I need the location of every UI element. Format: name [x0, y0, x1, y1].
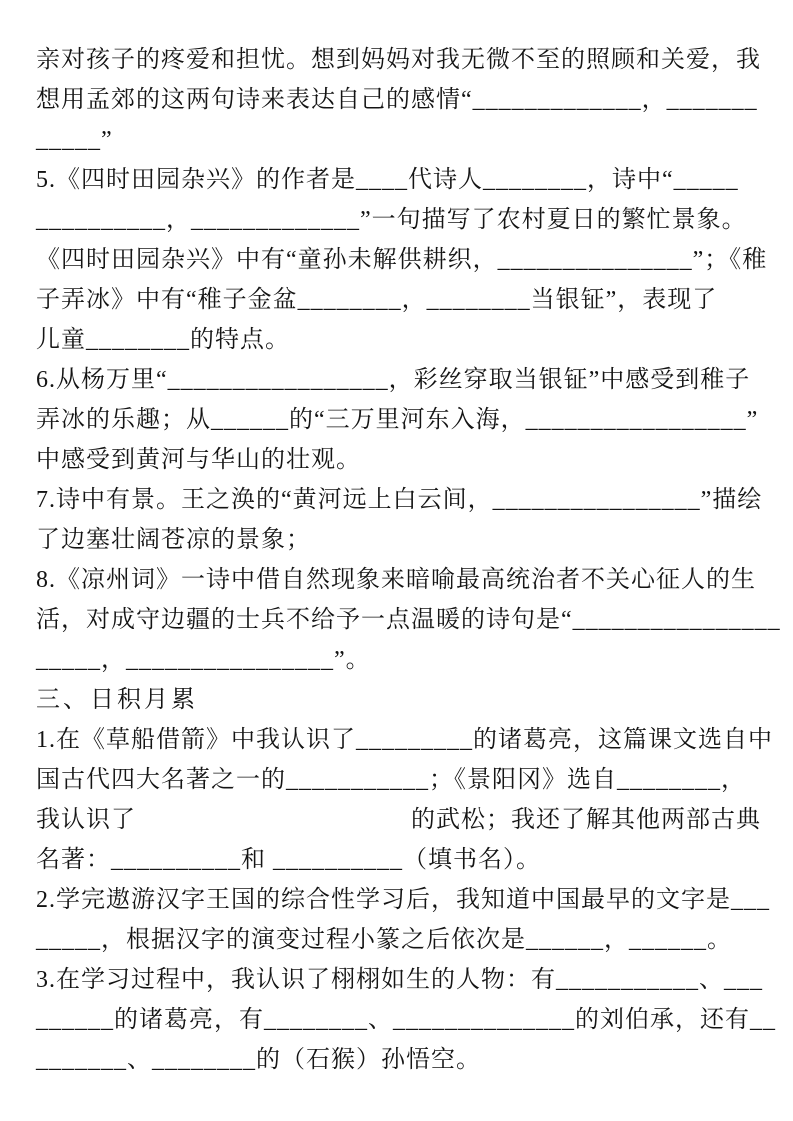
question-8-line-3: _____，________________”。	[36, 647, 371, 673]
section3-q1-line-4: 名著：__________和 __________（填书名）。	[36, 847, 541, 873]
question-6-line-1: 6.从杨万里“_________________，彩丝穿取当银钲”中感受到稚子	[36, 367, 751, 393]
section3-q3-line-3: _______、________的（石猴）孙悟空。	[36, 1047, 481, 1073]
section3-q1-line-1: 1.在《草船借箭》中我认识了_________的诸葛亮，这篇课文选自中	[36, 727, 773, 753]
question-5-line-5: 儿童________的特点。	[36, 327, 290, 353]
section3-q3-line-1: 3.在学习过程中，我认识了栩栩如生的人物：有___________、___	[36, 967, 763, 993]
question-5-line-1: 5.《四时田园杂兴》的作者是____代诗人________，诗中“_____	[36, 167, 739, 193]
question-5-line-2: __________，_____________”一句描写了农村夏日的繁忙景象。	[36, 207, 747, 233]
section3-q1-line-3: 我认识了 的武松；我还了解其他两部古典	[36, 807, 761, 833]
question-5-line-4: 子弄冰》中有“稚子金盆________，________当银钲”，表现了	[36, 287, 718, 313]
section3-q3-line-2: ______的诸葛亮，有________、______________的刘伯承，还有__	[36, 1007, 776, 1033]
question-5-line-3: 《四时田园杂兴》中有“童孙未解供耕织，_______________”；《稚	[36, 247, 768, 273]
question-6-line-3: 中感受到黄河与华山的壮观。	[36, 447, 361, 473]
section3-q2-line-2: _____，根据汉字的演变过程小篆之后依次是______，______。	[36, 927, 732, 953]
section3-q1-line-2: 国古代四大名著之一的___________；《景阳冈》选自________，	[36, 767, 746, 793]
question-7-line-1: 7.诗中有景。王之涣的“黄河远上白云间，________________”描绘	[36, 487, 763, 513]
question-8-line-2: 活，对成守边疆的士兵不给予一点温暖的诗句是“________________	[36, 607, 781, 633]
question-8-line-1: 8.《凉州词》一诗中借自然现象来暗喻最高统治者不关心征人的生	[36, 567, 756, 593]
text-line-1: 亲对孩子的疼爱和担忧。想到妈妈对我无微不至的照顾和关爱，我	[36, 47, 761, 73]
question-7-line-2: 了边塞壮阔苍凉的景象；	[36, 527, 311, 553]
section-heading: 三、日积月累	[36, 687, 198, 713]
section3-q2-line-1: 2.学完遨游汉字王国的综合性学习后，我知道中国最早的文字是___	[36, 887, 770, 913]
text-line-3: _____”	[36, 127, 113, 153]
text-line-2: 想用孟郊的这两句诗来表达自己的感情“_____________，_______	[36, 87, 758, 113]
question-6-line-2: 弄冰的乐趣；从______的“三万里河东入海，_________________”	[36, 407, 759, 433]
